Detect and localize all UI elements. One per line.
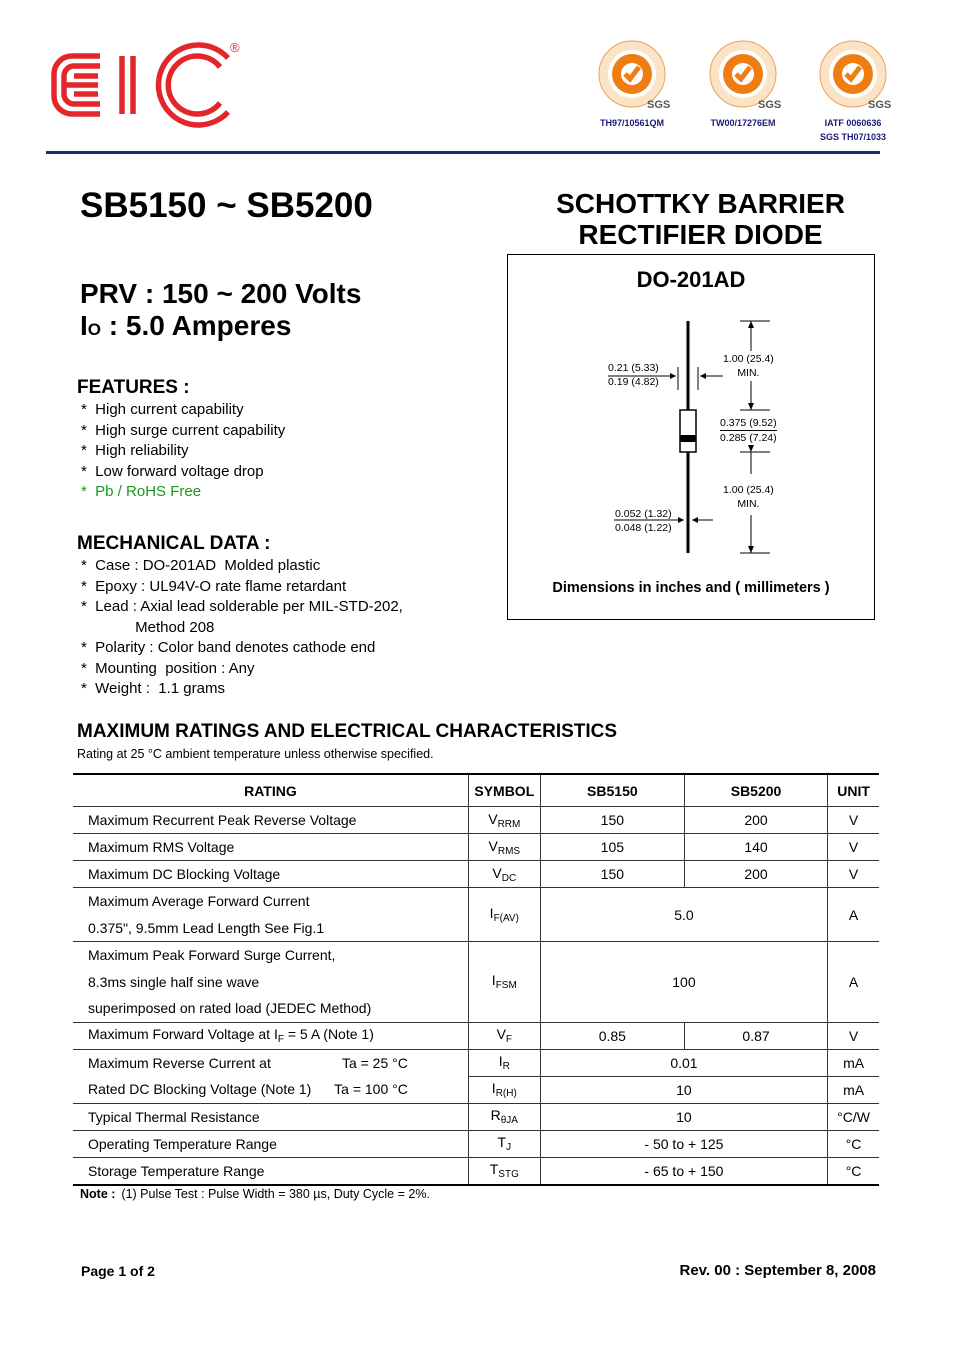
table-row (73, 1103, 879, 1130)
unit-cell: mA (828, 1049, 879, 1076)
value-cell-merged: 10 (540, 1103, 827, 1130)
rating-cell (73, 1049, 468, 1103)
symbol-sub: F(AV) (493, 913, 519, 924)
body-diameter-dim (608, 361, 659, 389)
rating-cell: Maximum RMS Voltage (73, 834, 468, 861)
sgs-iso9001-icon (587, 36, 677, 116)
package-outline-box (507, 254, 875, 620)
symbol-cell (468, 888, 540, 942)
symbol: T (497, 1134, 507, 1150)
body-length-min: 0.285 (7.24) (720, 432, 777, 444)
symbol-cell (468, 1103, 540, 1130)
mechanical-item: * Lead : Axial lead solderable per MIL-STD-202, (81, 598, 403, 615)
eic-logo (50, 40, 245, 140)
cert-id: TH97/10561QM (599, 118, 665, 128)
lead-diameter-max: 0.052 (1.32) (615, 508, 672, 520)
value-cell-merged: 10 (540, 1076, 827, 1103)
value-cell-sb5200: 200 (684, 807, 827, 834)
symbol: I (498, 1053, 503, 1069)
io-letter: I (80, 310, 88, 341)
value-cell-sb5150: 105 (540, 834, 684, 861)
table-row (73, 1049, 879, 1076)
table-note (80, 1187, 430, 1201)
symbol-sub: STG (498, 1169, 519, 1180)
table-row (73, 888, 879, 942)
unit-cell: A (828, 888, 879, 942)
package-drawing (508, 255, 874, 619)
symbol: R (490, 1107, 501, 1123)
symbol: V (496, 1026, 506, 1042)
symbol-cell (468, 1049, 540, 1076)
body-diameter-min: 0.19 (4.82) (608, 376, 659, 388)
body-diameter-max: 0.21 (5.33) (608, 362, 659, 374)
svg-text:SGS: SGS (647, 99, 671, 111)
value-cell-sb5200: 200 (684, 861, 827, 888)
note-label: Note : (80, 1187, 116, 1201)
table-row (73, 1130, 879, 1157)
value-cell-merged: - 50 to + 125 (540, 1130, 827, 1157)
symbol: I (489, 905, 494, 921)
feature-item: * High reliability (81, 442, 189, 459)
rating-condition: Ta = 25 °C (341, 1054, 408, 1071)
rating-text: Maximum Reverse Current at (88, 1054, 271, 1071)
body-length-dim (720, 416, 777, 445)
cert-id-2: SGS TH07/1033 (819, 132, 887, 142)
dimensions-note: Dimensions in inches and ( millimeters ) (552, 580, 830, 596)
unit-cell: °C (828, 1157, 879, 1185)
rating-cell: Storage Temperature Range (73, 1157, 468, 1185)
header-rule (46, 151, 880, 154)
rating-cell (73, 1022, 468, 1049)
symbol: V (492, 864, 502, 881)
symbol-sub: θJA (500, 1115, 518, 1126)
symbol-sub: R(H) (495, 1088, 517, 1099)
device-type-line-2: RECTIFIER DIODE (578, 219, 823, 250)
note-text: (1) Pulse Test : Pulse Width = 380 µs, Duty Cycle = 2%. (121, 1187, 430, 1201)
rating-cell (73, 942, 468, 1023)
cert-id: IATF 0060636 (824, 118, 882, 128)
prv-line: PRV : 150 ~ 200 Volts (80, 278, 362, 309)
cert-badge-ts16949 (808, 36, 898, 144)
eic-logo-mark (50, 40, 245, 140)
cert-badge-iso14001 (698, 36, 788, 130)
rating-cell (73, 888, 468, 942)
bottom-lead-min: MIN. (737, 498, 760, 510)
rating-line: 0.375", 9.5mm Lead Length See Fig.1 (88, 919, 325, 936)
features-heading: FEATURES : (77, 377, 190, 398)
symbol-sub: F (505, 1034, 513, 1045)
lead-diameter-dim (615, 507, 672, 535)
mechanical-item: * Mounting position : Any (81, 659, 255, 677)
rating-line: Maximum Average Forward Current (88, 893, 310, 909)
rating-condition: Ta = 100 °C (334, 1081, 408, 1097)
lead-diameter-min: 0.048 (1.22) (615, 522, 672, 534)
symbol-cell (468, 1022, 540, 1049)
mechanical-item: * Epoxy : UL94V-O rate flame retardant (81, 577, 347, 595)
unit-cell: V (828, 861, 879, 888)
value-cell-sb5200: 0.87 (684, 1022, 827, 1049)
table-row (73, 1157, 879, 1185)
svg-text:SGS: SGS (868, 99, 892, 111)
table-row (73, 834, 879, 861)
device-type-line-1: SCHOTTKY BARRIER (556, 188, 845, 219)
rating-line: superimposed on rated load (JEDEC Method) (88, 1000, 372, 1016)
rating-line: Maximum Peak Forward Surge Current, (88, 947, 336, 963)
symbol-sub: J (506, 1142, 512, 1153)
value-cell-sb5150: 0.85 (540, 1022, 684, 1049)
mechanical-item: * Case : DO-201AD Molded plastic (81, 557, 321, 574)
unit-cell: °C (828, 1130, 879, 1157)
device-type-title (508, 188, 893, 250)
value-cell-merged: 100 (540, 942, 827, 1023)
symbol-sub: R (502, 1061, 510, 1072)
col-header-unit: UNIT (828, 774, 879, 807)
rating-text: Rated DC Blocking Voltage (Note 1) (88, 1081, 312, 1097)
bottom-lead-length-dim (723, 483, 774, 511)
symbol-cell (468, 807, 540, 834)
ratings-table (73, 773, 879, 1186)
symbol: V (488, 810, 498, 827)
rating-line (88, 1050, 468, 1077)
package-name: DO-201AD (636, 267, 746, 292)
symbol: T (489, 1161, 499, 1177)
svg-text:SGS: SGS (758, 99, 782, 111)
rating-text: Maximum Forward Voltage at I (88, 1026, 278, 1042)
symbol-cell (468, 1130, 540, 1157)
symbol: I (491, 1080, 496, 1096)
top-lead-length-dim (723, 352, 774, 380)
rating-cell: Operating Temperature Range (73, 1130, 468, 1157)
mechanical-heading: MECHANICAL DATA : (77, 533, 271, 554)
col-header-sb5200: SB5200 (684, 774, 827, 807)
unit-cell: mA (828, 1076, 879, 1103)
col-header-symbol: SYMBOL (468, 774, 540, 807)
svg-text:®: ® (230, 40, 240, 55)
unit-cell: V (828, 834, 879, 861)
symbol-cell (468, 942, 540, 1023)
sgs-iso14001-icon (698, 36, 788, 116)
mechanical-item: * Weight : 1.1 grams (81, 680, 225, 697)
value-cell-sb5150: 150 (540, 807, 684, 834)
top-lead-min: MIN. (737, 367, 760, 379)
feature-item-rohs: * Pb / RoHS Free (81, 483, 202, 500)
table-row (73, 861, 879, 888)
symbol-sub: FSM (495, 980, 517, 992)
mechanical-list (81, 556, 403, 700)
rating-cell: Typical Thermal Resistance (73, 1103, 468, 1130)
features-list (81, 400, 285, 503)
body-length-max: 0.375 (9.52) (720, 417, 777, 429)
unit-cell: A (828, 942, 879, 1023)
rating-cell: Maximum Recurrent Peak Reverse Voltage (73, 807, 468, 834)
io-value: : 5.0 Amperes (101, 310, 292, 341)
revision-date: Rev. 00 : September 8, 2008 (679, 1262, 876, 1279)
col-header-sb5150: SB5150 (540, 774, 684, 807)
value-cell-merged: - 65 to + 150 (540, 1157, 827, 1185)
symbol: V (488, 837, 498, 854)
unit-cell: V (828, 1022, 879, 1049)
symbol-sub: RMS (497, 845, 521, 857)
symbol-cell (468, 861, 540, 888)
value-cell-sb5200: 140 (684, 834, 827, 861)
part-number-title: SB5150 ~ SB5200 (80, 186, 373, 225)
table-row (73, 807, 879, 834)
value-cell-merged: 5.0 (540, 888, 827, 942)
col-header-rating: RATING (73, 774, 468, 807)
rating-line: 8.3ms single half sine wave (88, 973, 260, 990)
unit-cell: °C/W (828, 1103, 879, 1130)
prv-summary (80, 278, 361, 346)
feature-item: * High current capability (81, 401, 244, 418)
ratings-subheading: Rating at 25 °C ambient temperature unless otherwise specified. (77, 747, 434, 761)
rating-line (88, 1076, 468, 1103)
table-header-row (73, 774, 879, 807)
page-number: Page 1 of 2 (81, 1263, 155, 1279)
value-cell-merged: 0.01 (540, 1049, 827, 1076)
rating-cell: Maximum DC Blocking Voltage (73, 861, 468, 888)
bottom-lead-length: 1.00 (25.4) (723, 484, 774, 496)
cert-badge-iso9001 (587, 36, 677, 130)
symbol-cell (468, 1076, 540, 1103)
unit-cell: V (828, 807, 879, 834)
symbol: I (491, 972, 496, 989)
value-cell-sb5150: 150 (540, 861, 684, 888)
ratings-heading: MAXIMUM RATINGS AND ELECTRICAL CHARACTERISTICS (77, 721, 618, 742)
sgs-ts16949-icon (808, 36, 898, 116)
cert-id: TW00/17276EM (710, 118, 776, 128)
symbol-cell (468, 834, 540, 861)
symbol-sub: RRM (497, 818, 521, 830)
io-line (80, 310, 361, 346)
rating-sub: F (277, 1034, 284, 1045)
rating-text: = 5 A (Note 1) (283, 1026, 374, 1042)
mechanical-item: * Polarity : Color band denotes cathode end (81, 639, 376, 656)
symbol-cell (468, 1157, 540, 1185)
io-sub: O (87, 320, 102, 339)
table-row (73, 942, 879, 1023)
table-row (73, 1022, 879, 1049)
mechanical-item: Method 208 (81, 618, 215, 636)
feature-item: * High surge current capability (81, 421, 286, 439)
top-lead-length: 1.00 (25.4) (723, 353, 774, 365)
feature-item: * Low forward voltage drop (81, 462, 264, 480)
symbol-sub: DC (501, 872, 517, 884)
